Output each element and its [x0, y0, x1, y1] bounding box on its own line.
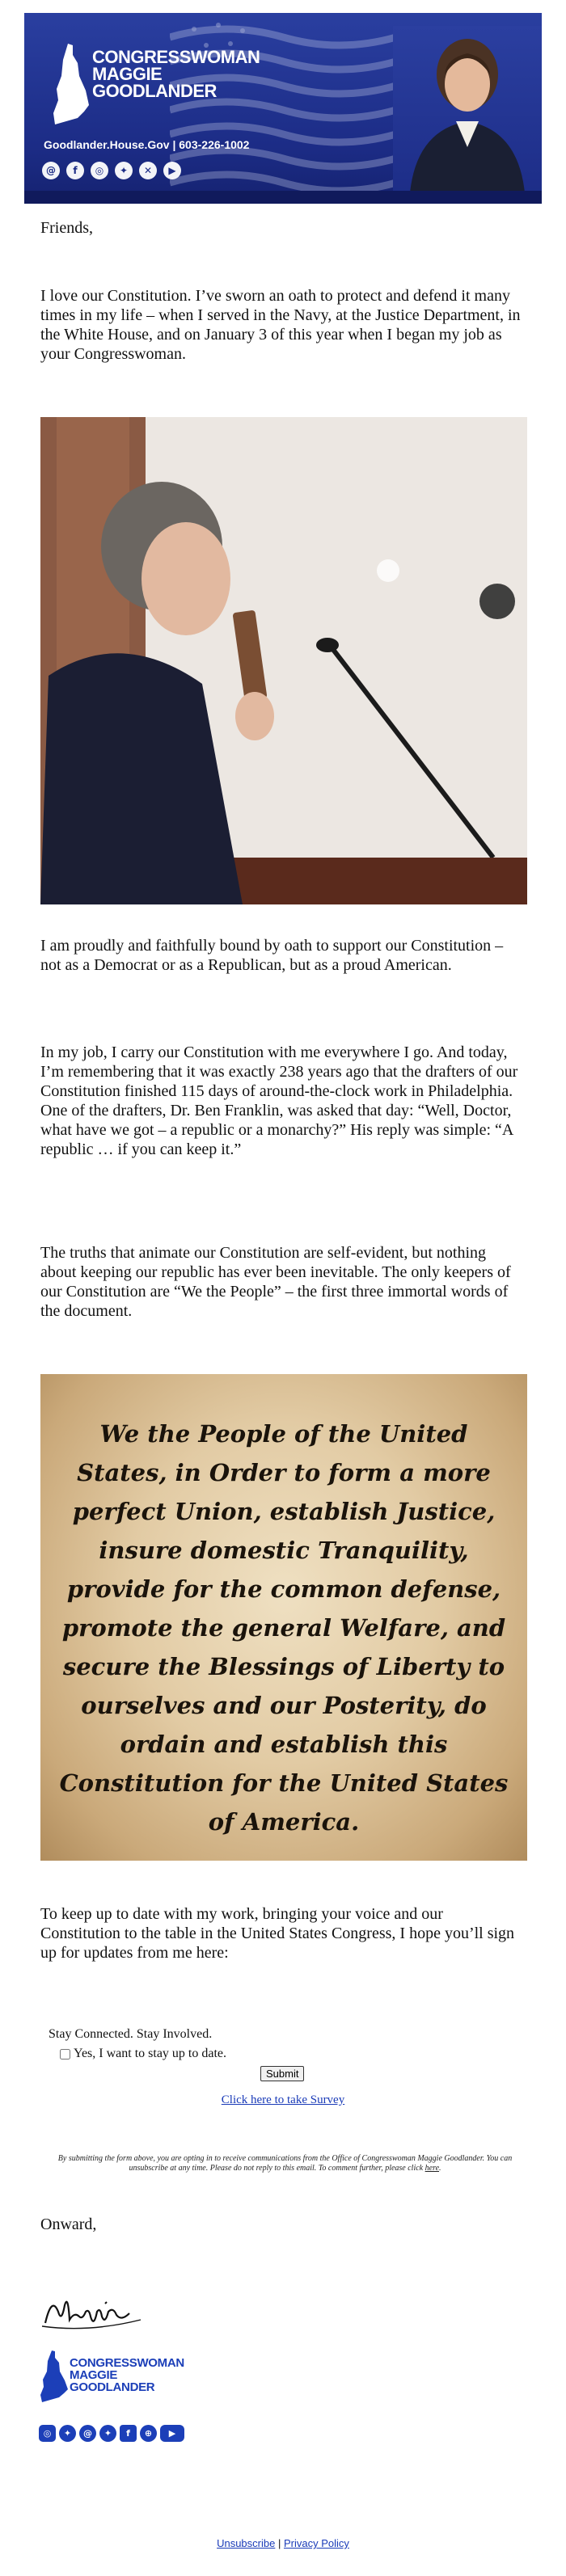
checkbox-label: Yes, I want to stay up to date.: [74, 2047, 227, 2060]
x-icon[interactable]: ✕: [139, 162, 157, 179]
facebook-icon[interactable]: f: [66, 162, 84, 179]
submit-button[interactable]: Submit: [260, 2066, 304, 2081]
form-heading: Stay Connected. Stay Involved.: [49, 2027, 213, 2041]
greeting: Friends,: [40, 219, 93, 237]
site-and-phone: Goodlander.House.Gov | 603-226-1002: [44, 138, 250, 151]
speaking-photo: [40, 417, 527, 904]
submit-row: [49, 2064, 517, 2083]
new-hampshire-shape-icon: [53, 44, 89, 124]
globe-icon[interactable]: ⊕: [140, 2425, 157, 2442]
brand-line-2: MAGGIE: [92, 64, 163, 84]
checkbox-row: [49, 2044, 517, 2064]
closing-brand-line-1: CONGRESSWOMAN: [70, 2356, 184, 2370]
paragraph-4: The truths that animate our Constitution are self-evident, but nothing about keeping our republic has ever been inevitable. The only keepers of our Constitution are “We the People” – the first three immortal words of the document.: [40, 1244, 511, 1320]
bluesky-icon[interactable]: ✦: [115, 162, 133, 179]
closing-brand-line-3: GOODLANDER: [70, 2380, 155, 2394]
fine-print: [40, 2154, 530, 2173]
bluesky-icon[interactable]: ✦: [59, 2425, 76, 2442]
paragraph-1: I love our Constitution. I’ve sworn an oath to protect and defend it many times in my life – when I served in the Navy, at the Justice Department, in the White House, and on January 3 of this year when I began my job as your Congresswoman.: [40, 287, 521, 363]
preamble-text: We the People of the United States, in Order to form a more perfect Union, establish Justice, insure domestic Tranquility, provide for the common defense, promote the general Welfare, and secure the Blessings of Liberty to ourselves and our Posterity, do ordain and establish this Constitution for the United States of America.: [59, 1420, 509, 1836]
fine-print-end: .: [439, 2164, 441, 2173]
signoff: Onward,: [40, 2216, 97, 2233]
youtube-icon[interactable]: ▶: [163, 162, 181, 179]
paragraph-5: To keep up to date with my work, bringing your voice and our Constitution to the table in the United States Congress, I hope you’ll sign up for updates from me here:: [40, 1905, 515, 1962]
header-banner: [24, 13, 542, 204]
comment-link[interactable]: here: [424, 2164, 440, 2173]
closing-brand-line-2: MAGGIE: [70, 2368, 118, 2382]
threads-icon[interactable]: @: [79, 2425, 96, 2442]
instagram-icon[interactable]: ◎: [91, 162, 108, 179]
threads-icon[interactable]: @: [42, 162, 60, 179]
fine-print-text: By submitting the form above, you are opting in to receive communications from the Office of Congresswoman Maggie Goodlander. You can unsubscribe at any time. Please do not reply to this email. To comment further, please click: [57, 2154, 513, 2173]
portrait-photo: [393, 26, 542, 204]
signature-image: [40, 2287, 146, 2336]
flag-background: [170, 13, 396, 204]
footer-separator: |: [277, 2537, 281, 2549]
unsubscribe-link[interactable]: Unsubscribe: [217, 2537, 276, 2549]
header-social-row: [42, 162, 181, 179]
bluesky-icon-alt[interactable]: ✦: [99, 2425, 116, 2442]
paragraph-2: I am proudly and faithfully bound by oath to support our Constitution – not as a Democrat or as a Republican, but as a proud American.: [40, 937, 504, 974]
banner-bottom-bar: [24, 191, 542, 204]
footer: [0, 2537, 566, 2549]
paragraph-3: In my job, I carry our Constitution with me everywhere I go. And today, I’m remembering that it was exactly 238 years ago that the drafters of our Constitution finished 115 days of around-the-clock work in Philadelphia. One of the drafters, Dr. Ben Franklin, was asked that day: “Well, Doctor, what have we got – a republic or a monarchy?” His reply was simple: “A republic … if you can keep it.”: [40, 1043, 518, 1158]
signup-form: [49, 2025, 517, 2083]
youtube-icon[interactable]: ▶: [160, 2425, 184, 2442]
instagram-icon[interactable]: ◎: [39, 2425, 56, 2442]
survey-link[interactable]: Click here to take Survey: [221, 2093, 345, 2106]
facebook-icon[interactable]: f: [120, 2425, 137, 2442]
brand-wordmark: [92, 48, 260, 99]
brand-line-1: CONGRESSWOMAN: [92, 47, 260, 67]
closing-social-row: [39, 2425, 184, 2442]
stay-up-to-date-checkbox[interactable]: [60, 2049, 70, 2060]
closing-brand-wordmark: [70, 2357, 184, 2393]
new-hampshire-shape-icon: [40, 2350, 68, 2402]
privacy-policy-link[interactable]: Privacy Policy: [283, 2537, 349, 2549]
closing-brand-logo: [40, 2350, 202, 2405]
brand-line-3: GOODLANDER: [92, 81, 217, 101]
preamble-parchment-image: [40, 1374, 527, 1861]
